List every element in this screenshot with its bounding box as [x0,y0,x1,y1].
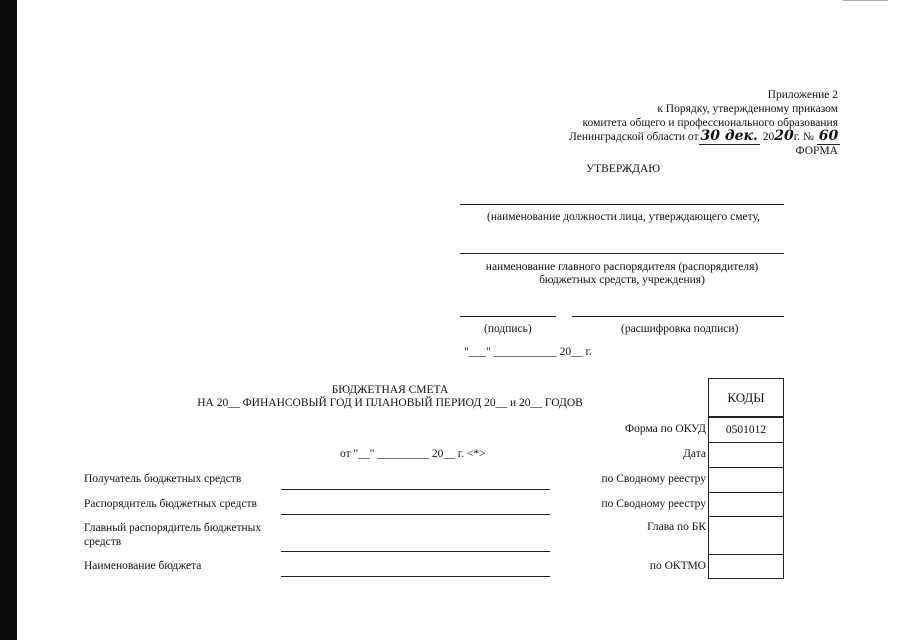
signature-line [460,316,556,317]
code-row-chapter-value [708,516,784,555]
code-row-registry-2-value [708,492,784,517]
okud-code-text: 0501012 [725,424,767,436]
field-chief-label: Главный распорядитель бюджетных средств [84,522,262,548]
field-manager-line [281,514,550,515]
handwritten-date: 30 дек. [700,128,758,144]
scan-dark-edge [0,0,17,640]
form-label: ФОРМА [795,145,838,157]
order-line-2: комитета общего и профессионального образования [582,117,838,129]
year-prefix: 20 [762,131,775,143]
scan-mark-top-right [843,0,888,1]
field-chief-line [281,551,550,552]
codes-header [708,378,784,417]
manager-caption-1: наименование главного распорядителя (распорядителя) [485,261,759,273]
code-row-chapter-label: Глава по БК [647,521,706,533]
approve-date-line: "___" ___________ 20__ г. [464,346,592,358]
order-line-1: к Порядку, утвержденному приказом [657,103,838,115]
manager-caption-2: бюджетных средств, учреждения) [539,274,705,286]
code-row-date-label: Дата [683,448,706,460]
code-row-registry-1-value [708,467,784,493]
codes-header-text: КОДЫ [727,389,765,405]
handwritten-number: 60 [818,128,839,144]
handwritten-year: 20 [774,128,794,144]
code-row-date-value [708,442,784,468]
code-row-okud-value [708,417,784,443]
decipher-caption: (расшифровка подписи) [621,323,739,335]
order-line-3 [569,128,840,144]
position-line [460,204,784,205]
estimate-title-2: НА 20__ ФИНАНСОВЫЙ ГОД И ПЛАНОВЫЙ ПЕРИОД 20__ и 20__ ГОДОВ [197,397,583,409]
field-recipient-line [281,489,550,490]
field-budget-line [281,576,550,577]
year-suffix: г. № [793,131,814,143]
estimate-date-line: от "__" _________ 20__ г. <*> [340,448,486,460]
code-row-okud-label: Форма по ОКУД [625,423,706,435]
code-row-registry-1-label: по Сводному реестру [601,473,706,485]
code-row-oktmo-label: по ОКТМО [649,560,706,572]
approve-title: УТВЕРЖДАЮ [586,163,661,175]
code-row-registry-2-label: по Сводному реестру [601,498,706,510]
field-recipient-label: Получатель бюджетных средств [84,473,242,485]
field-budget-label: Наименование бюджета [84,560,202,572]
order-line-3-prefix: Ленинградской области от [569,131,699,143]
manager-line [460,253,784,254]
annex-title: Приложение 2 [767,89,838,101]
code-row-oktmo-value [708,554,784,579]
signature-caption: (подпись) [484,323,532,335]
estimate-title-1: БЮДЖЕТНАЯ СМЕТА [331,384,449,396]
position-caption: (наименование должности лица, утверждающего смету, [487,211,760,223]
decipher-line [572,316,784,317]
field-manager-label: Распорядитель бюджетных средств [84,498,257,510]
